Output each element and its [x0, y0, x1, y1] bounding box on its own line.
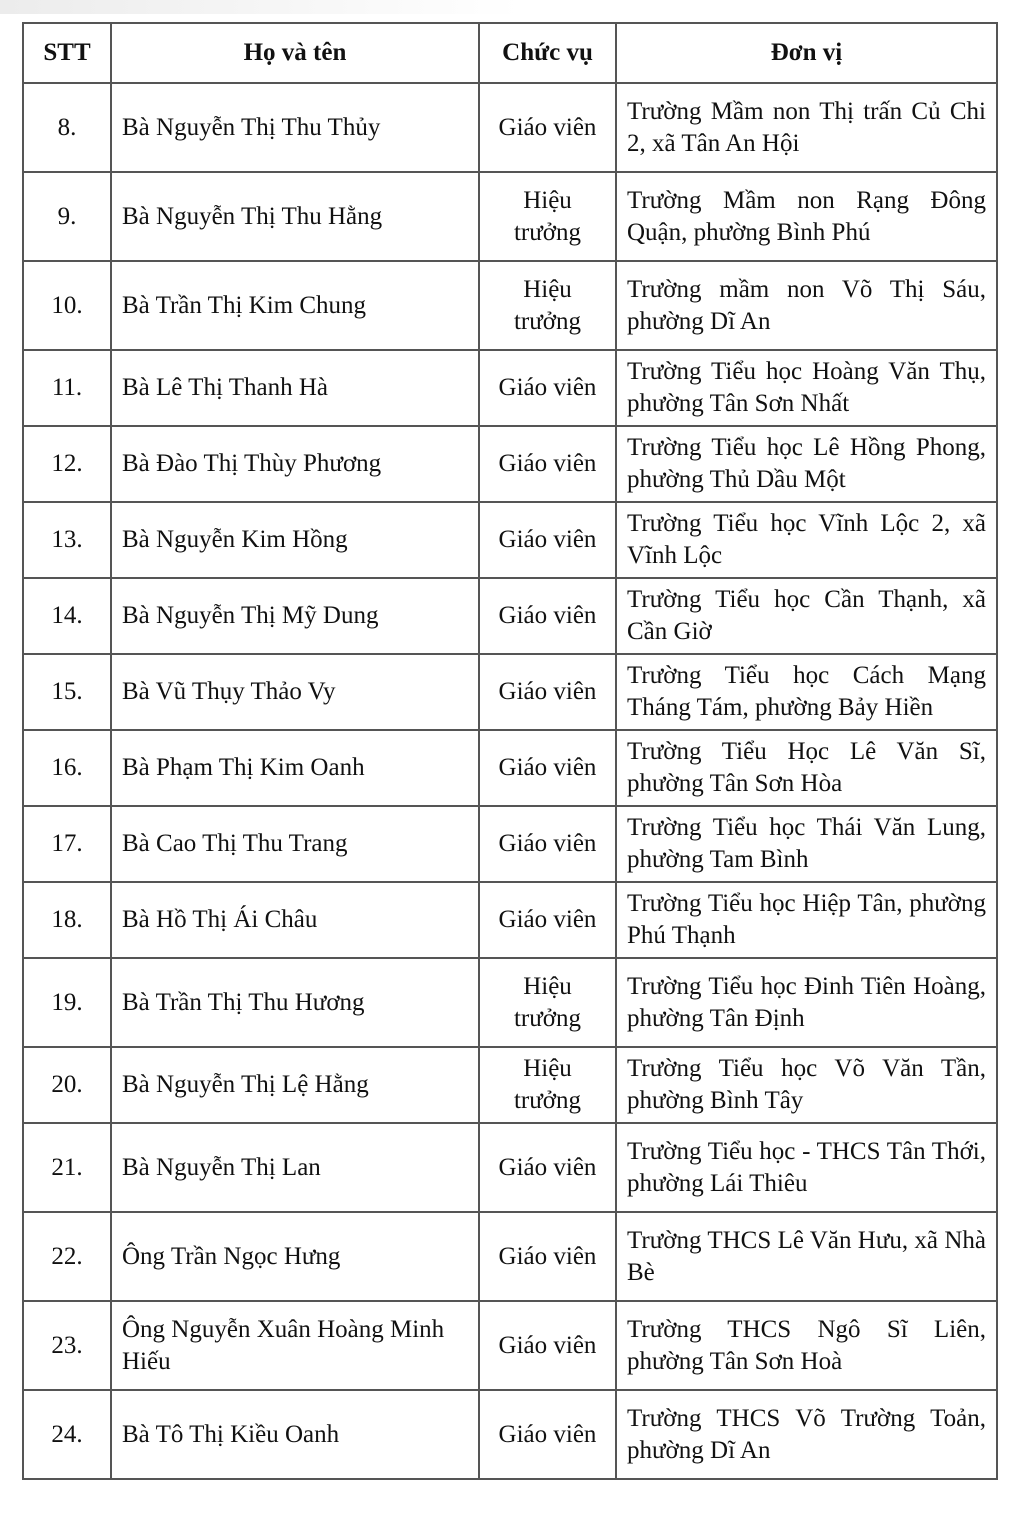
cell-position: Hiệu trưởng [479, 958, 616, 1047]
table-row [23, 730, 997, 806]
cell-stt: 22. [23, 1212, 111, 1301]
cell-position: Giáo viên [479, 1390, 616, 1479]
cell-unit: Trường Mầm non Rạng Đông Quận, phường Bình Phú [616, 172, 997, 261]
cell-unit: Trường Tiểu học Cách Mạng Tháng Tám, phường Bảy Hiền [616, 654, 997, 730]
table-row [23, 1047, 997, 1123]
table-row [23, 1301, 997, 1390]
cell-position: Hiệu trưởng [479, 1047, 616, 1123]
header-stt: STT [23, 23, 111, 83]
cell-stt: 9. [23, 172, 111, 261]
cell-unit: Trường THCS Võ Trường Toản, phường Dĩ An [616, 1390, 997, 1479]
cell-unit: Trường Tiểu học Hoàng Văn Thụ, phường Tân Sơn Nhất [616, 350, 997, 426]
table-row [23, 83, 997, 172]
cell-stt: 17. [23, 806, 111, 882]
cell-unit: Trường Tiểu học Thái Văn Lung, phường Tam Bình [616, 806, 997, 882]
cell-unit: Trường THCS Lê Văn Hưu, xã Nhà Bè [616, 1212, 997, 1301]
cell-stt: 10. [23, 261, 111, 350]
cell-unit: Trường Mầm non Thị trấn Củ Chi 2, xã Tân An Hội [616, 83, 997, 172]
table-header-row [23, 23, 997, 83]
cell-unit: Trường Tiểu học Võ Văn Tần, phường Bình Tây [616, 1047, 997, 1123]
cell-unit: Trường Tiểu học Đinh Tiên Hoàng, phường Tân Định [616, 958, 997, 1047]
table-row [23, 350, 997, 426]
cell-position: Giáo viên [479, 1212, 616, 1301]
cell-position: Giáo viên [479, 502, 616, 578]
cell-stt: 14. [23, 578, 111, 654]
table-row [23, 958, 997, 1047]
cell-stt: 19. [23, 958, 111, 1047]
cell-stt: 21. [23, 1123, 111, 1212]
cell-stt: 15. [23, 654, 111, 730]
cell-unit: Trường Tiểu học Hiệp Tân, phường Phú Thạnh [616, 882, 997, 958]
cell-name: Bà Nguyễn Thị Thu Thủy [111, 83, 479, 172]
cell-name: Bà Nguyễn Thị Lan [111, 1123, 479, 1212]
cell-stt: 23. [23, 1301, 111, 1390]
cell-unit: Trường Tiểu học Cần Thạnh, xã Cần Giờ [616, 578, 997, 654]
cell-name: Bà Hồ Thị Ái Châu [111, 882, 479, 958]
cell-stt: 24. [23, 1390, 111, 1479]
cell-name: Ông Trần Ngọc Hưng [111, 1212, 479, 1301]
cell-position: Giáo viên [479, 730, 616, 806]
cell-unit: Trường THCS Ngô Sĩ Liên, phường Tân Sơn Hoà [616, 1301, 997, 1390]
cell-position: Giáo viên [479, 426, 616, 502]
cell-unit: Trường Tiểu học Lê Hồng Phong, phường Thủ Dầu Một [616, 426, 997, 502]
cell-position: Giáo viên [479, 654, 616, 730]
cell-stt: 13. [23, 502, 111, 578]
table-row [23, 1212, 997, 1301]
header-position: Chức vụ [479, 23, 616, 83]
cell-name: Bà Nguyễn Thị Thu Hằng [111, 172, 479, 261]
cell-name: Bà Tô Thị Kiều Oanh [111, 1390, 479, 1479]
table-row [23, 502, 997, 578]
cell-unit: Trường Tiểu Học Lê Văn Sĩ, phường Tân Sơn Hòa [616, 730, 997, 806]
cell-unit: Trường Tiểu học Vĩnh Lộc 2, xã Vĩnh Lộc [616, 502, 997, 578]
cell-name: Bà Vũ Thụy Thảo Vy [111, 654, 479, 730]
table-row [23, 1390, 997, 1479]
cell-name: Bà Phạm Thị Kim Oanh [111, 730, 479, 806]
cell-stt: 8. [23, 83, 111, 172]
table-row [23, 426, 997, 502]
cell-name: Bà Nguyễn Kim Hồng [111, 502, 479, 578]
table-row [23, 578, 997, 654]
cell-stt: 11. [23, 350, 111, 426]
header-unit: Đơn vị [616, 23, 997, 83]
table-row [23, 261, 997, 350]
top-shadow [0, 0, 520, 14]
table-row [23, 882, 997, 958]
cell-name: Bà Nguyễn Thị Mỹ Dung [111, 578, 479, 654]
cell-name: Bà Nguyễn Thị Lệ Hằng [111, 1047, 479, 1123]
cell-position: Hiệu trưởng [479, 172, 616, 261]
cell-position: Hiệu trưởng [479, 261, 616, 350]
cell-name: Ông Nguyễn Xuân Hoàng Minh Hiếu [111, 1301, 479, 1390]
cell-stt: 18. [23, 882, 111, 958]
cell-position: Giáo viên [479, 1301, 616, 1390]
cell-position: Giáo viên [479, 83, 616, 172]
table-row [23, 654, 997, 730]
cell-unit: Trường mầm non Võ Thị Sáu, phường Dĩ An [616, 261, 997, 350]
cell-name: Bà Trần Thị Kim Chung [111, 261, 479, 350]
table-row [23, 806, 997, 882]
cell-position: Giáo viên [479, 806, 616, 882]
cell-stt: 12. [23, 426, 111, 502]
cell-unit: Trường Tiểu học - THCS Tân Thới, phường Lái Thiêu [616, 1123, 997, 1212]
cell-position: Giáo viên [479, 578, 616, 654]
cell-stt: 16. [23, 730, 111, 806]
awardee-table [22, 22, 998, 1480]
cell-name: Bà Lê Thị Thanh Hà [111, 350, 479, 426]
cell-stt: 20. [23, 1047, 111, 1123]
table-row [23, 172, 997, 261]
cell-position: Giáo viên [479, 350, 616, 426]
cell-position: Giáo viên [479, 1123, 616, 1212]
header-name: Họ và tên [111, 23, 479, 83]
table-row [23, 1123, 997, 1212]
cell-name: Bà Đào Thị Thùy Phương [111, 426, 479, 502]
cell-name: Bà Cao Thị Thu Trang [111, 806, 479, 882]
cell-name: Bà Trần Thị Thu Hương [111, 958, 479, 1047]
cell-position: Giáo viên [479, 882, 616, 958]
